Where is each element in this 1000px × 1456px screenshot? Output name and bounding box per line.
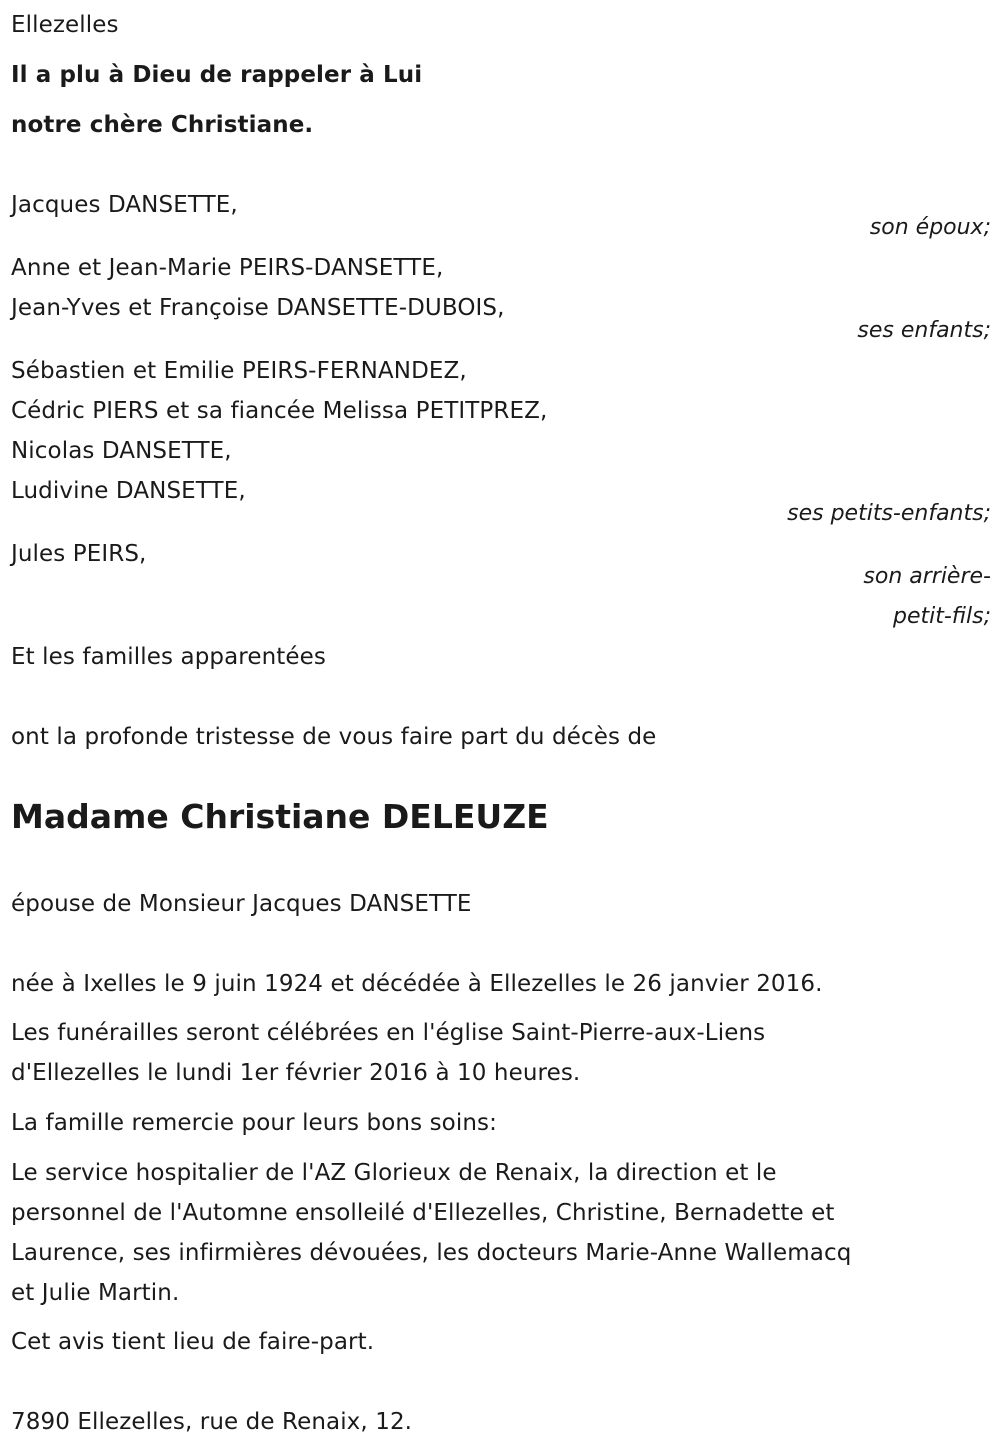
intro-line-2: notre chère Christiane. [11,112,314,138]
place-heading: Ellezelles [11,12,119,38]
child-name-1: Anne et Jean-Marie PEIRS-DANSETTE, [11,255,444,281]
great-grandchild-role-1: son arrière- [863,564,991,589]
thanks-line-3: Laurence, ses infirmières dévouées, les docteurs Marie-Anne Wallemacq [11,1240,852,1266]
spouse-of-line: épouse de Monsieur Jacques DANSETTE [11,891,472,917]
deceased-name: Madame Christiane DELEUZE [11,797,549,836]
announcement-lead: ont la profonde tristesse de vous faire part du décès de [11,724,657,750]
thanks-line-1: Le service hospitalier de l'AZ Glorieux de Renaix, la direction et le [11,1160,777,1186]
relatives-line: Et les familles apparentées [11,644,326,670]
grandchild-name-2: Cédric PIERS et sa fiancée Melissa PETITPREZ, [11,398,548,424]
spouse-name: Jacques DANSETTE, [11,192,238,218]
birth-death-dates: née à Ixelles le 9 juin 1924 et décédée à Ellezelles le 26 janvier 2016. [11,971,823,997]
grandchild-name-4: Ludivine DANSETTE, [11,478,246,504]
great-grandchild-role-2: petit-fils; [892,604,991,629]
thanks-intro: La famille remercie pour leurs bons soins: [11,1110,497,1136]
thanks-line-2: personnel de l'Automne ensolleilé d'Ellezelles, Christine, Bernadette et [11,1200,835,1226]
child-name-2: Jean-Yves et Françoise DANSETTE-DUBOIS, [11,295,505,321]
spouse-role: son époux; [869,215,991,240]
great-grandchild-name: Jules PEIRS, [11,541,147,567]
children-role: ses enfants; [857,318,991,343]
intro-line-1: Il a plu à Dieu de rappeler à Lui [11,62,423,88]
grandchildren-role: ses petits-enfants; [787,501,991,526]
thanks-line-4: et Julie Martin. [11,1280,180,1306]
funeral-line-2: d'Ellezelles le lundi 1er février 2016 à 10 heures. [11,1060,581,1086]
grandchild-name-1: Sébastien et Emilie PEIRS-FERNANDEZ, [11,358,467,384]
funeral-line-1: Les funérailles seront célébrées en l'église Saint-Pierre-aux-Liens [11,1020,766,1046]
notice-line: Cet avis tient lieu de faire-part. [11,1329,375,1355]
address-line: 7890 Ellezelles, rue de Renaix, 12. [11,1409,413,1435]
grandchild-name-3: Nicolas DANSETTE, [11,438,232,464]
